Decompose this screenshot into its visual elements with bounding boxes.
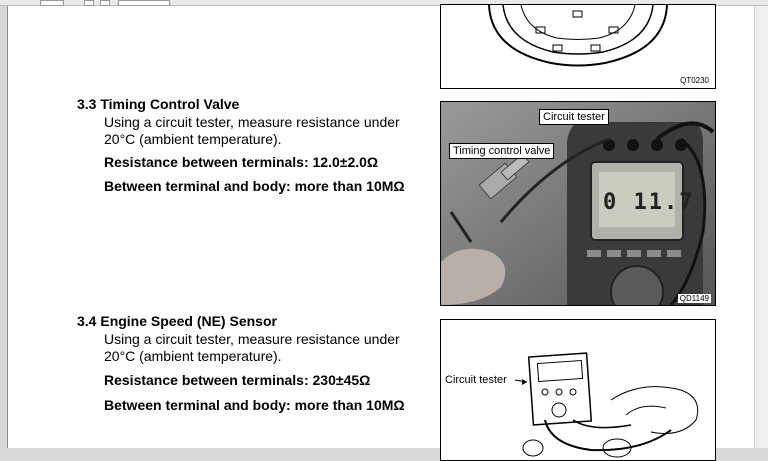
figure-code: QT0230 — [680, 76, 709, 85]
callout-circuit-tester: Circuit tester — [445, 374, 507, 386]
meter-display: 0 11.7 — [603, 190, 695, 215]
rotor-drawing — [441, 5, 715, 88]
insulation-spec: Between terminal and body: more than 10MΩ — [104, 178, 405, 194]
figure-ne-sensor — [440, 319, 716, 461]
section-heading: 3.3 Timing Control Valve — [77, 96, 240, 112]
body-text: 20°C (ambient temperature). — [104, 348, 282, 364]
insulation-spec: Between terminal and body: more than 10MΩ — [104, 397, 405, 413]
body-text: Using a circuit tester, measure resistance under — [104, 331, 400, 347]
vertical-scrollbar[interactable] — [754, 6, 768, 448]
resistance-spec: Resistance between terminals: 12.0±2.0Ω — [104, 154, 379, 170]
figure-top — [440, 4, 716, 89]
body-text: Using a circuit tester, measure resistance under — [104, 114, 400, 130]
callout-circuit-tester: Circuit tester — [539, 109, 609, 125]
section-heading: 3.4 Engine Speed (NE) Sensor — [77, 313, 277, 329]
photo-timing-valve — [440, 101, 716, 306]
figure-code: QD1149 — [679, 294, 709, 303]
resistance-spec: Resistance between terminals: 230±45Ω — [104, 372, 371, 388]
callout-timing-control-valve: Timing control valve — [449, 143, 554, 159]
document-page — [7, 6, 756, 448]
body-text: 20°C (ambient temperature). — [104, 131, 282, 147]
tester-drawing — [441, 320, 715, 460]
